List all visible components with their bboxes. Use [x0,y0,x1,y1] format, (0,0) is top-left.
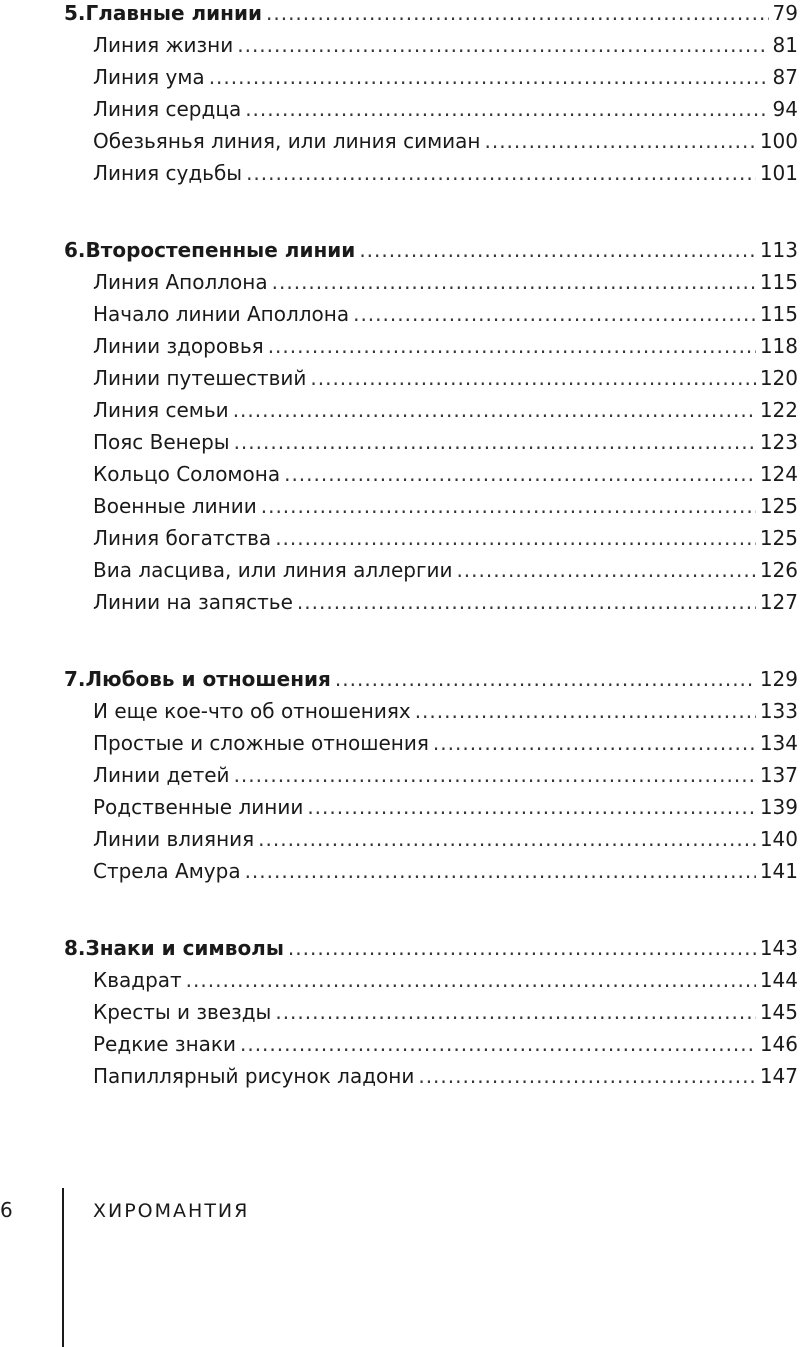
subentry-title: Линии на запястье [93,590,293,614]
dot-leader [418,1060,755,1092]
dot-leader [353,298,756,330]
subentry-page-number: 137 [759,763,798,787]
subentry-page-number: 87 [772,65,798,89]
dot-leader [275,996,755,1028]
subentry-title: Линия судьбы [93,161,243,185]
subentry-title: Обезьянья линия, или линия симиан [93,129,481,153]
dot-leader [245,93,768,125]
toc-subentry[interactable] [0,490,800,522]
dot-leader [266,0,769,29]
subentry-title: Кольцо Соломона [93,462,281,486]
footer-book-title: ХИРОМАНТИЯ [93,1200,250,1222]
subentry-title: Папиллярный рисунок ладони [93,1064,415,1088]
toc-subentry[interactable] [0,394,800,426]
dot-leader [258,823,756,855]
subentry-title: Линии влияния [93,827,255,851]
toc-subentry[interactable] [0,157,800,189]
dot-leader [484,125,755,157]
toc-subentry[interactable] [0,855,800,887]
toc-subentry[interactable] [0,330,800,362]
subentry-title: Квадрат [93,968,182,992]
toc-subentry[interactable] [0,996,800,1028]
dot-leader [297,586,756,618]
toc-subentry[interactable] [0,586,800,618]
chapter-title: Знаки и символы [85,936,284,960]
subentry-title: Редкие знаки [93,1032,236,1056]
subentry-page-number: 123 [759,430,798,454]
subentry-title: Линии путешествий [93,366,307,390]
toc-chapter-entry[interactable] [0,234,800,266]
chapter-title: Второстепенные линии [85,238,356,262]
dot-leader [240,1028,756,1060]
dot-leader [246,157,756,189]
subentry-title: Линия семьи [93,398,229,422]
toc-subentry[interactable] [0,759,800,791]
subentry-page-number: 118 [759,334,798,358]
dot-leader [234,426,756,458]
dot-leader [233,394,756,426]
subentry-title: Стрела Амура [93,859,241,883]
subentry-title: Линии детей [93,763,230,787]
subentry-title: Линии здоровья [93,334,264,358]
subentry-page-number: 126 [759,558,798,582]
toc-subentry[interactable] [0,266,800,298]
toc-subentry[interactable] [0,695,800,727]
chapter-page-number: 113 [759,238,798,262]
dot-leader [288,932,756,964]
page-footer [0,1188,800,1347]
subentry-page-number: 141 [759,859,798,883]
subentry-title: Линия Аполлона [93,270,268,294]
toc-section [0,0,800,189]
toc-subentry[interactable] [0,1028,800,1060]
subentry-page-number: 100 [759,129,798,153]
chapter-number: 8. [64,936,86,960]
subentry-title: Военные линии [93,494,257,518]
subentry-page-number: 115 [759,302,798,326]
footer-divider [62,1188,64,1347]
dot-leader [245,855,756,887]
toc-chapter-entry[interactable] [0,0,800,29]
subentry-page-number: 140 [759,827,798,851]
subentry-page-number: 94 [772,97,798,121]
subentry-page-number: 122 [759,398,798,422]
subentry-page-number: 115 [759,270,798,294]
subentry-title: Пояс Венеры [93,430,230,454]
toc-subentry[interactable] [0,1060,800,1092]
toc-subentry[interactable] [0,727,800,759]
subentry-page-number: 139 [759,795,798,819]
subentry-title: Виа ласцива, или линия аллергии [93,558,453,582]
subentry-page-number: 147 [759,1064,798,1088]
chapter-number: 7. [64,667,86,691]
toc-section [0,932,800,1092]
chapter-number: 6. [64,238,86,262]
subentry-page-number: 101 [759,161,798,185]
toc-section [0,234,800,618]
subentry-title: Кресты и звезды [93,1000,272,1024]
dot-leader [310,362,755,394]
subentry-title: Родственные линии [93,795,304,819]
chapter-page-number: 143 [759,936,798,960]
dot-leader [261,490,756,522]
dot-leader [415,695,756,727]
toc-subentry[interactable] [0,554,800,586]
dot-leader [186,964,756,996]
dot-leader [268,330,756,362]
dot-leader [359,234,756,266]
subentry-page-number: 81 [772,33,798,57]
subentry-page-number: 144 [759,968,798,992]
dot-leader [272,266,756,298]
dot-leader [456,554,755,586]
subentry-page-number: 146 [759,1032,798,1056]
dot-leader [234,759,756,791]
chapter-title: Любовь и отношения [85,667,331,691]
toc-subentry[interactable] [0,964,800,996]
subentry-page-number: 145 [759,1000,798,1024]
subentry-title: Линия ума [93,65,205,89]
toc-chapter-entry[interactable] [0,932,800,964]
dot-leader [335,663,756,695]
toc-section [0,663,800,887]
chapter-title: Главные линии [85,1,262,25]
subentry-page-number: 120 [759,366,798,390]
toc-subentry[interactable] [0,458,800,490]
toc-subentry[interactable] [0,426,800,458]
subentry-title: Линия богатства [93,526,272,550]
toc-subentry[interactable] [0,93,800,125]
subentry-page-number: 134 [759,731,798,755]
subentry-title: Линия сердца [93,97,242,121]
toc-subentry[interactable] [0,362,800,394]
footer-page-number: 6 [0,1198,13,1222]
toc-subentry[interactable] [0,791,800,823]
toc-subentry[interactable] [0,29,800,61]
subentry-page-number: 127 [759,590,798,614]
dot-leader [307,791,755,823]
chapter-page-number: 79 [772,1,798,25]
subentry-title: Простые и сложные отношения [93,731,429,755]
toc-subentry[interactable] [0,61,800,93]
chapter-page-number: 129 [759,667,798,691]
subentry-title: Начало линии Аполлона [93,302,350,326]
dot-leader [433,727,756,759]
toc-chapter-entry[interactable] [0,663,800,695]
subentry-page-number: 124 [759,462,798,486]
subentry-page-number: 133 [759,699,798,723]
subentry-title: И еще кое-что об отношениях [93,699,411,723]
chapter-number: 5. [64,1,86,25]
toc-subentry[interactable] [0,298,800,330]
subentry-page-number: 125 [759,526,798,550]
dot-leader [209,61,769,93]
toc-subentry[interactable] [0,522,800,554]
toc-subentry[interactable] [0,823,800,855]
toc-subentry[interactable] [0,125,800,157]
subentry-page-number: 125 [759,494,798,518]
subentry-title: Линия жизни [93,33,234,57]
dot-leader [237,29,768,61]
dot-leader [284,458,756,490]
dot-leader [275,522,756,554]
